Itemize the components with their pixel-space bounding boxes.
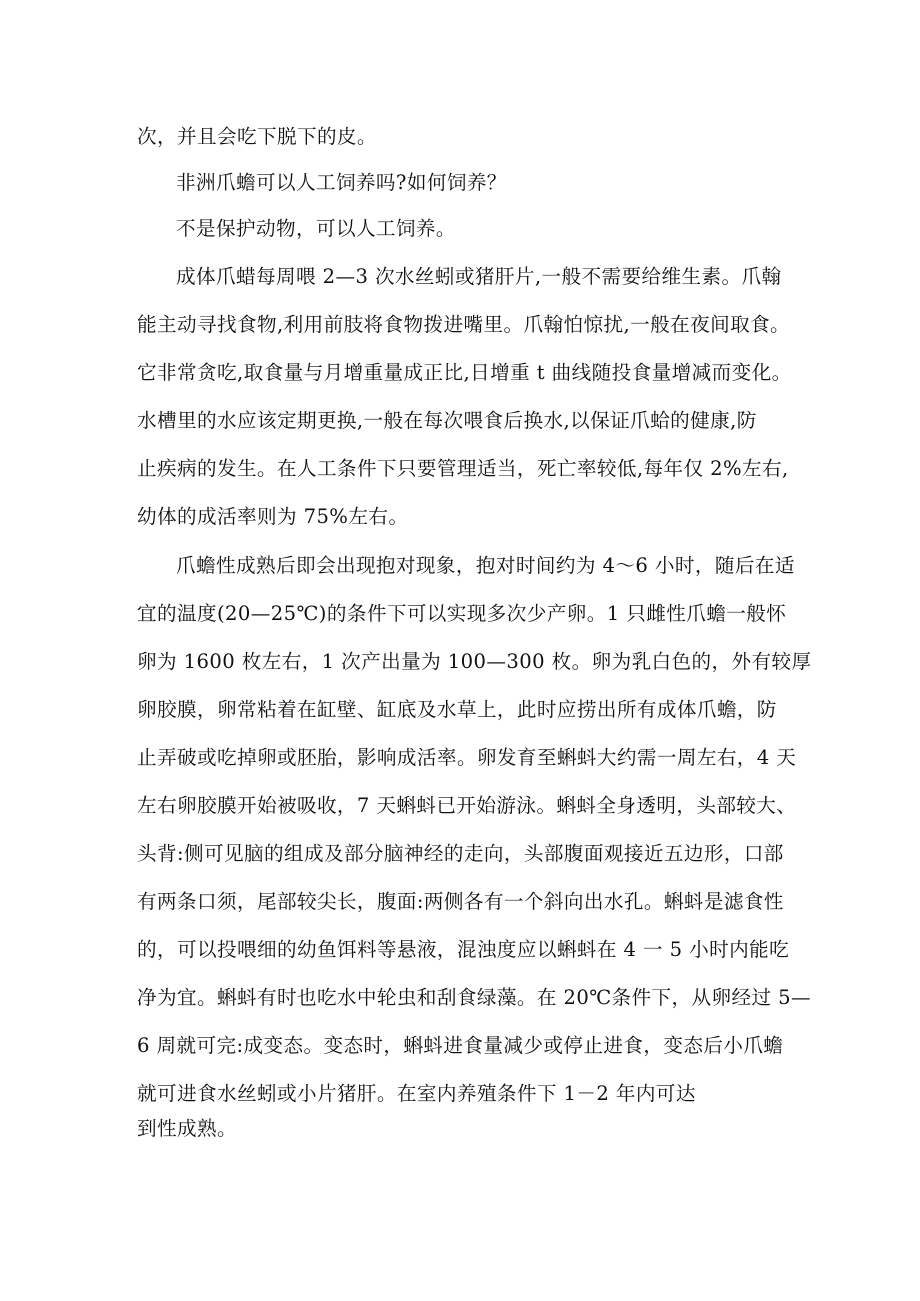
paragraph-line: 水槽里的水应该定期更换,一般在每次喂食后换水,以保证爪蛤的健康,防 [137, 409, 757, 432]
paragraph-line: 能主动寻找食物,利用前肢将食物拨进嘴里。爪翰怕惊扰,一般在夜间取食。 [137, 313, 791, 336]
paragraph-line: 卵为 1600 枚左右，1 次产出量为 100—300 枚。卵为乳白色的，外有较厚 [137, 650, 812, 673]
answer-line: 不是保护动物，可以人工饲养。 [176, 217, 456, 240]
paragraph-line: 头背:侧可见脑的组成及部分脑神经的走向，头部腹面观接近五边形，口部 [137, 842, 784, 865]
paragraph-line: 止弄破或吃掉卵或胚胎，影响成活率。卵发育至蝌蚪大约需一周左右，4 天 [137, 746, 797, 769]
text-line: 次，并且会吃下脱下的皮。 [137, 125, 377, 148]
paragraph-line: 的，可以投喂细的幼鱼饵料等悬液，混浊度应以蝌蚪在 4 一 5 小时内能吃 [137, 938, 790, 961]
paragraph-line: 成体爪蜡每周喂 2—3 次水丝蚓或猪肝片,一般不需要给维生素。爪翰 [176, 265, 782, 288]
paragraph-line: 就可进食水丝蚓或小片猪肝。在室内养殖条件下 1－2 年内可达 [137, 1082, 696, 1105]
paragraph-line: 卵胶膜，卵常粘着在缸壁、缸底及水草上，此时应捞出所有成体爪蟾，防 [137, 698, 777, 721]
paragraph-line: 幼体的成活率则为 75%左右。 [137, 505, 409, 528]
question-line: 非洲爪蟾可以人工饲养吗?如何饲养？ [176, 171, 507, 194]
paragraph-line: 到性成熟。 [137, 1117, 237, 1140]
paragraph-line: 左右卵胶膜开始被吸收，7 天蝌蚪已开始游泳。蝌蚪全身透明，头部较大、 [137, 794, 797, 817]
paragraph-line: 止疾病的发生。在人工条件下只要管理适当，死亡率较低,每年仅 2%左右, [137, 457, 789, 480]
paragraph-line: 宜的温度(20—25℃)的条件下可以实现多次少产卵。1 只雌性爪蟾一般怀 [137, 602, 787, 625]
paragraph-line: 有两条口须，尾部较尖长，腹面:两侧各有一个斜向出水孔。蝌蚪是滤食性 [137, 890, 784, 913]
paragraph-line: 净为宜。蝌蚪有时也吃水中轮虫和刮食绿藻。在 20℃条件下，从卵经过 5— [137, 986, 811, 1009]
paragraph-line: 6 周就可完:成变态。变态时，蝌蚪进食量减少或停止进食，变态后小爪蟾 [137, 1034, 784, 1057]
paragraph-line: 它非常贪吃,取食量与月增重量成正比,日增重 t 曲线随投食量增减而变化。 [137, 361, 792, 384]
paragraph-line: 爪蟾性成熟后即会出现抱对现象，抱对时间约为 4～6 小时，随后在适 [176, 554, 795, 577]
